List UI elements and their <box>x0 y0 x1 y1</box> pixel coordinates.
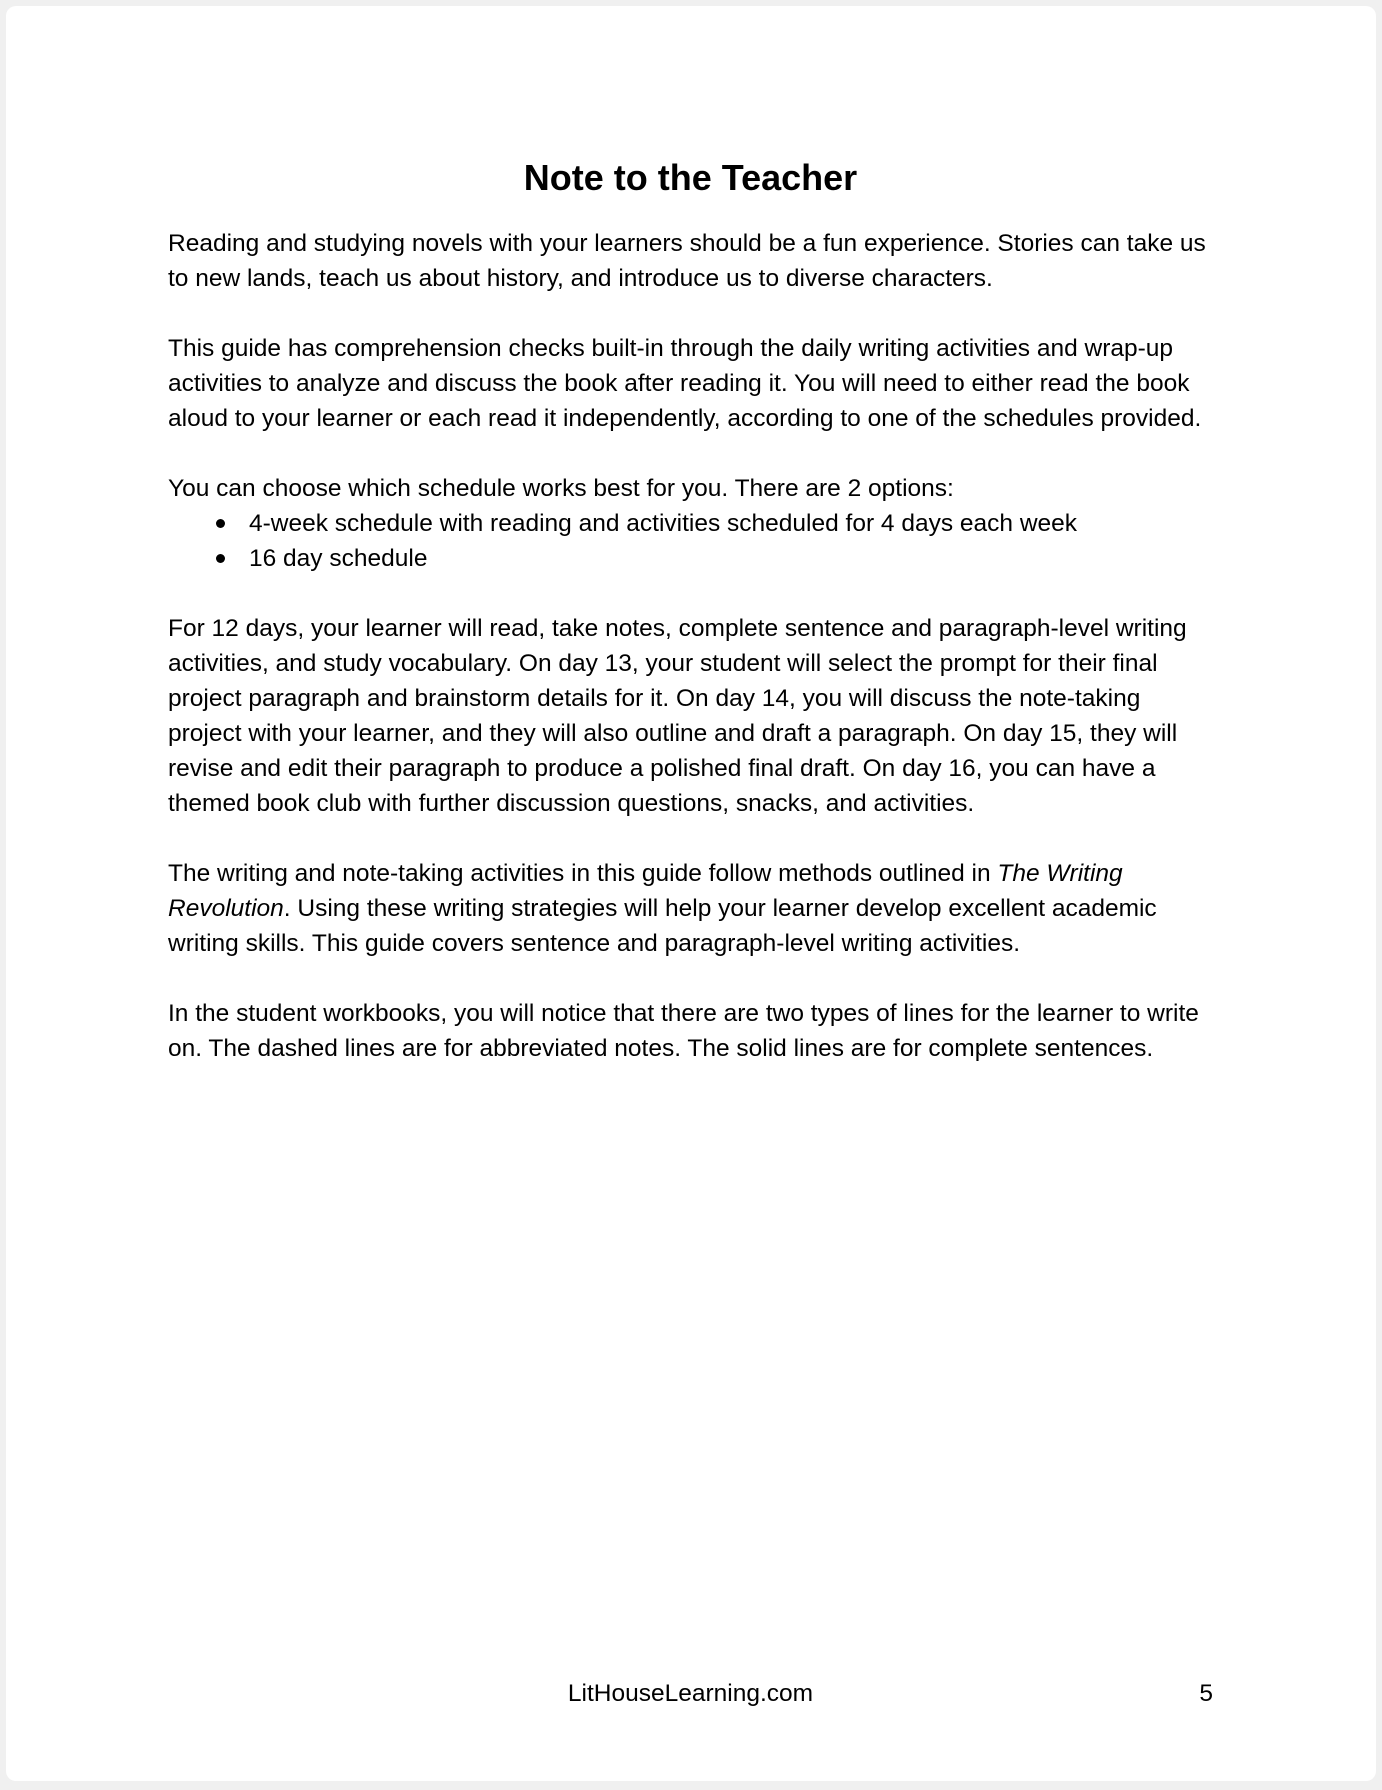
page-footer <box>168 1676 1213 1711</box>
list-item <box>168 541 1213 576</box>
footer-site-name: LitHouseLearning.com <box>567 1680 814 1707</box>
page-title: Note to the Teacher <box>523 157 858 198</box>
paragraph-writing-revolution: The writing and note-taking activities in this guide follow methods outlined in The Writing Revolution. Using these writing strategies will help your learner develop excellent academic writing skills. This guide covers sentence and paragraph-level writing activities. <box>168 860 1157 957</box>
page-number: 5 <box>1199 1680 1213 1707</box>
bullet-icon <box>216 554 225 563</box>
paragraph-daily-plan: For 12 days, your learner will read, take notes, complete sentence and paragraph-level writing activities, and study vocabulary. On day 13, your student will select the prompt for their final project paragraph and brainstorm details for it. On day 14, you will discuss the note-taking project with your learner, and they will also outline and draft a paragraph. On day 15, they will revise and edit their paragraph to produce a polished final draft. On day 16, you can have a themed book club with further discussion questions, snacks, and activities. <box>168 615 1187 817</box>
bullet-icon <box>216 519 225 528</box>
list-item <box>168 506 1213 541</box>
list-item-label: 4-week schedule with reading and activities scheduled for 4 days each week <box>249 510 1078 537</box>
paragraph-schedule-options: You can choose which schedule works best for you. There are 2 options: <box>168 475 954 502</box>
document-page <box>6 6 1376 1781</box>
paragraph-guide-overview: This guide has comprehension checks built-in through the daily writing activities and wrap-up activities to analyze and discuss the book after reading it. You will need to either read the book aloud to your learner or each read it independently, according to one of the schedules provided. <box>168 335 1202 432</box>
paragraph-intro: Reading and studying novels with your learners should be a fun experience. Stories can take us to new lands, teach us about history, and introduce us to diverse characters. <box>168 230 1206 292</box>
list-item-label: 16 day schedule <box>249 545 428 572</box>
schedule-options-list <box>168 506 1213 576</box>
page-content <box>6 6 1376 1066</box>
paragraph-line-types: In the student workbooks, you will notice that there are two types of lines for the learner to write on. The dashed lines are for abbreviated notes. The solid lines are for complete sentences. <box>168 1000 1199 1062</box>
